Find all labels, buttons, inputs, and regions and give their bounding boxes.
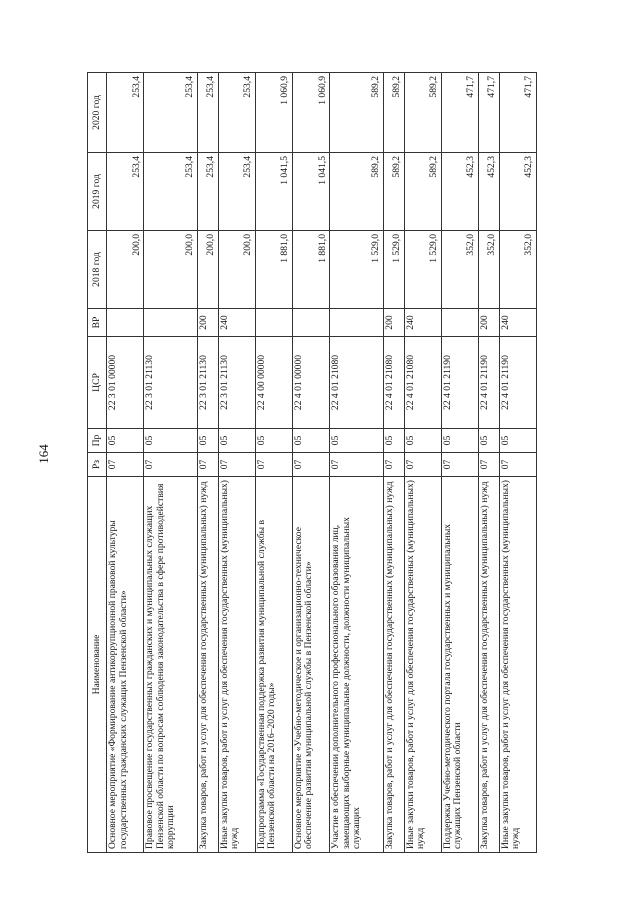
row-2018: 352,0: [478, 231, 499, 309]
row-2020: 253,4: [197, 73, 218, 153]
row-name: Иные закупки товаров, работ и услуг для обеспечения государственных (муниципальных) нужд: [499, 477, 536, 853]
table-row: [383, 73, 404, 853]
row-2019: 253,4: [197, 153, 218, 231]
table-row: [330, 73, 383, 853]
row-2019: 253,4: [144, 153, 197, 231]
header-row: [88, 73, 107, 853]
header-vr: ВР: [88, 309, 107, 337]
row-2018: 352,0: [441, 231, 478, 309]
row-pr: 05: [107, 429, 144, 453]
row-rz: 07: [107, 453, 144, 477]
row-vr: [144, 309, 197, 337]
row-2020: 253,4: [107, 73, 144, 153]
row-2019: 253,4: [218, 153, 255, 231]
header-pr: Пр: [88, 429, 107, 453]
table-row: [197, 73, 218, 853]
row-vr: 240: [499, 309, 536, 337]
header-name: Наименование: [88, 477, 107, 853]
table-row: [499, 73, 536, 853]
row-vr: [330, 309, 383, 337]
row-pr: 05: [383, 429, 404, 453]
row-csr: 22 3 01 21130: [197, 337, 218, 429]
row-rz: 07: [478, 453, 499, 477]
row-2020: 1 060,9: [292, 73, 329, 153]
row-csr: 22 4 01 21080: [330, 337, 383, 429]
row-csr: 22 4 01 21080: [383, 337, 404, 429]
header-2020: 2020 год: [88, 73, 107, 153]
row-2020: 471,7: [478, 73, 499, 153]
table-row: [144, 73, 197, 853]
header-2019: 2019 год: [88, 153, 107, 231]
row-csr: 22 3 01 21130: [144, 337, 197, 429]
row-2020: 589,2: [404, 73, 441, 153]
row-csr: 22 4 01 00000: [292, 337, 329, 429]
row-vr: 200: [197, 309, 218, 337]
row-name: Поддержка Учебно-методического портала государственных и муниципальных служащих Пензенской области: [441, 477, 478, 853]
row-vr: [441, 309, 478, 337]
row-name: Участие в обеспечении дополнительного профессионального образования лиц, замещающих выборные муниципальные должности, должности муниципальных служащих: [330, 477, 383, 853]
row-rz: 07: [441, 453, 478, 477]
row-2018: 1 529,0: [330, 231, 383, 309]
table-row: [292, 73, 329, 853]
row-2020: 253,4: [218, 73, 255, 153]
row-2020: 589,2: [330, 73, 383, 153]
row-rz: 07: [218, 453, 255, 477]
row-pr: 05: [404, 429, 441, 453]
row-vr: 240: [218, 309, 255, 337]
row-vr: [292, 309, 329, 337]
row-2018: 200,0: [197, 231, 218, 309]
row-2018: 352,0: [499, 231, 536, 309]
row-csr: 22 4 01 21190: [499, 337, 536, 429]
row-2018: 200,0: [218, 231, 255, 309]
row-pr: 05: [330, 429, 383, 453]
row-2018: 1 881,0: [255, 231, 292, 309]
row-name: Основное мероприятие «Учебно-методическое и организационно-техническое обеспечение развития муниципальной службы в Пензенской области»: [292, 477, 329, 853]
row-name: Подпрограмма «Государственная поддержка развития муниципальной службы в Пензенской области на 2016–2020 годы»: [255, 477, 292, 853]
row-name: Основное мероприятие «Формирование антикоррупционной правовой культуры государственных гражданских служащих Пензенской области»: [107, 477, 144, 853]
row-csr: 22 4 00 00000: [255, 337, 292, 429]
row-2018: 1 529,0: [404, 231, 441, 309]
row-rz: 07: [197, 453, 218, 477]
row-name: Иные закупки товаров, работ и услуг для обеспечения государственных (муниципальных) нужд: [404, 477, 441, 853]
row-2019: 452,3: [441, 153, 478, 231]
row-2019: 1 041,5: [255, 153, 292, 231]
row-2020: 589,2: [383, 73, 404, 153]
row-rz: 07: [255, 453, 292, 477]
row-2019: 589,2: [404, 153, 441, 231]
row-name: Иные закупки товаров, работ и услуг для обеспечения государственных (муниципальных) нужд: [218, 477, 255, 853]
row-csr: 22 4 01 21080: [404, 337, 441, 429]
row-2019: 452,3: [499, 153, 536, 231]
row-2019: 589,2: [330, 153, 383, 231]
budget-table: [87, 72, 537, 853]
header-csr: ЦСР: [88, 337, 107, 429]
row-pr: 05: [255, 429, 292, 453]
row-vr: [255, 309, 292, 337]
row-name: Закупка товаров, работ и услуг для обеспечения государственных (муниципальных) нужд: [383, 477, 404, 853]
row-pr: 05: [197, 429, 218, 453]
row-2018: 200,0: [107, 231, 144, 309]
row-vr: 200: [383, 309, 404, 337]
row-2019: 452,3: [478, 153, 499, 231]
row-name: Закупка товаров, работ и услуг для обеспечения государственных (муниципальных) нужд: [197, 477, 218, 853]
row-2019: 1 041,5: [292, 153, 329, 231]
header-2018: 2018 год: [88, 231, 107, 309]
row-pr: 05: [292, 429, 329, 453]
row-pr: 05: [441, 429, 478, 453]
row-pr: 05: [218, 429, 255, 453]
row-2018: 1 881,0: [292, 231, 329, 309]
page-number: 164: [36, 444, 51, 464]
table-row: [441, 73, 478, 853]
row-rz: 07: [144, 453, 197, 477]
row-vr: [107, 309, 144, 337]
row-2019: 253,4: [107, 153, 144, 231]
header-rz: Рз: [88, 453, 107, 477]
row-rz: 07: [330, 453, 383, 477]
row-name: Закупка товаров, работ и услуг для обеспечения государственных (муниципальных) нужд: [478, 477, 499, 853]
row-2020: 253,4: [144, 73, 197, 153]
row-csr: 22 3 01 21130: [218, 337, 255, 429]
row-csr: 22 3 01 00000: [107, 337, 144, 429]
table-row: [478, 73, 499, 853]
row-pr: 05: [499, 429, 536, 453]
row-rz: 07: [292, 453, 329, 477]
row-pr: 05: [144, 429, 197, 453]
row-2020: 471,7: [499, 73, 536, 153]
table-row: [218, 73, 255, 853]
row-vr: 200: [478, 309, 499, 337]
row-2020: 471,7: [441, 73, 478, 153]
rotated-table-container: [87, 73, 537, 853]
row-2018: 1 529,0: [383, 231, 404, 309]
row-csr: 22 4 01 21190: [478, 337, 499, 429]
row-csr: 22 4 01 21190: [441, 337, 478, 429]
row-2019: 589,2: [383, 153, 404, 231]
table-row: [404, 73, 441, 853]
row-pr: 05: [478, 429, 499, 453]
row-rz: 07: [499, 453, 536, 477]
table-row: [107, 73, 144, 853]
row-rz: 07: [404, 453, 441, 477]
row-vr: 240: [404, 309, 441, 337]
row-2018: 200,0: [144, 231, 197, 309]
table-row: [255, 73, 292, 853]
row-2020: 1 060,9: [255, 73, 292, 153]
row-rz: 07: [383, 453, 404, 477]
row-name: Правовое просвещение государственных гражданских и муниципальных служащих Пензенской области по вопросам соблюдения законодательства в сфере противодействия коррупции: [144, 477, 197, 853]
